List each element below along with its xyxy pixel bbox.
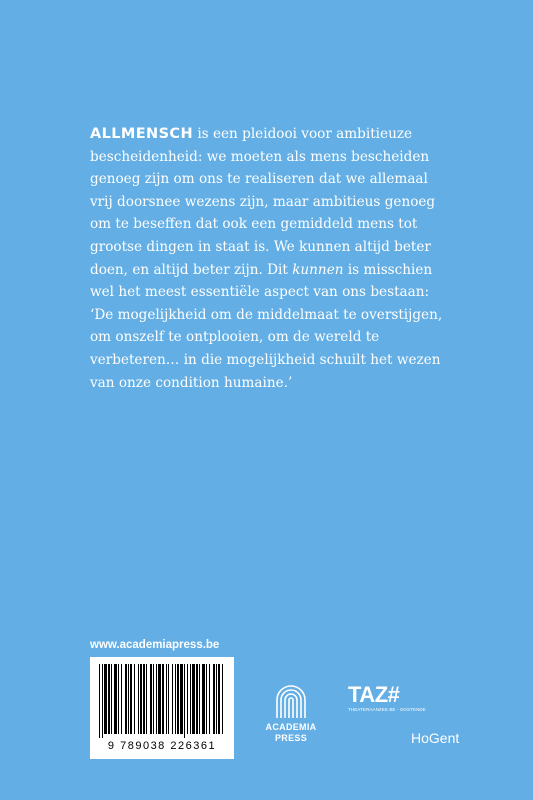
barcode-bar xyxy=(192,664,195,734)
academia-press-logo xyxy=(261,680,321,744)
barcode-bar xyxy=(108,664,110,734)
back-cover-blurb xyxy=(90,123,490,394)
barcode-bar xyxy=(138,664,139,734)
hogent-logo: HoGent xyxy=(411,730,460,746)
barcode-bar xyxy=(216,664,217,734)
barcode-bar xyxy=(158,664,161,734)
barcode-bar xyxy=(172,664,173,734)
barcode-bar xyxy=(166,664,167,734)
blurb-line-7: doen, en altijd beter zijn. Dit kunnen is misschien xyxy=(90,261,433,278)
barcode-bar xyxy=(184,664,185,738)
arch-icon xyxy=(271,680,311,718)
barcode-bar xyxy=(104,664,107,734)
barcode-bar xyxy=(187,664,188,734)
blurb-line-2: bescheidenheid: we moeten als mens bescheiden xyxy=(90,148,430,165)
barcode-bar xyxy=(199,664,200,734)
barcode-bar xyxy=(206,664,207,734)
barcode-bar xyxy=(121,664,122,734)
barcode-bars xyxy=(97,664,227,738)
barcode-bar xyxy=(146,664,147,734)
barcode-bar xyxy=(114,664,117,734)
barcode-bar xyxy=(202,664,205,734)
title-allmensch: ALLMENSCH xyxy=(90,126,193,142)
blurb-line-1: ALLMENSCH is een pleidooi voor ambitieuze xyxy=(90,126,413,142)
barcode-bar xyxy=(118,664,119,734)
barcode-bar xyxy=(218,664,220,734)
blurb-line-6: grootse dingen in staat is. We kunnen altijd beter xyxy=(90,238,431,255)
barcode-bar xyxy=(99,664,100,738)
barcode-bar xyxy=(196,664,198,734)
barcode-bar xyxy=(128,664,129,734)
blurb-line-9: ‘De mogelijkheid om de middelmaat te overstijgen, xyxy=(90,306,443,323)
taz-logo xyxy=(348,682,426,712)
taz-subtitle: THEATERAANZEE.BE · OOSTENDE xyxy=(348,707,426,712)
barcode-bar xyxy=(168,664,169,734)
barcode-bar xyxy=(130,664,132,734)
taz-wordmark: TAZ# xyxy=(348,682,400,707)
barcode-bar xyxy=(180,664,183,734)
barcode-bar xyxy=(143,664,145,734)
barcode-bar xyxy=(153,664,154,734)
barcode-bar xyxy=(209,664,210,734)
barcode-bar xyxy=(175,664,176,734)
blurb-line-3: genoeg zijn om ons te realiseren dat we allemaal xyxy=(90,171,428,188)
academia-label: ACADEMIA xyxy=(265,722,317,732)
blurb-line-5: om te beseffen dat ook een gemiddeld mens tot xyxy=(90,216,418,233)
barcode-bar xyxy=(177,664,179,734)
blurb-line-8: wel het meest essentiële aspect van ons bestaan: xyxy=(90,284,430,301)
barcode-bar xyxy=(190,664,191,734)
blurb-line-12: van onze condition humaine.’ xyxy=(90,374,293,391)
isbn-barcode xyxy=(90,657,234,759)
barcode-bar xyxy=(156,664,157,734)
press-label: PRESS xyxy=(274,733,307,743)
barcode-bar xyxy=(140,664,142,734)
barcode-bar xyxy=(222,664,223,734)
blurb-line-4: vrij doorsnee wezens zijn, maar ambitieus genoeg xyxy=(90,193,436,210)
blurb-line-11: verbeteren… in die mogelijkheid schuilt het wezen xyxy=(90,351,441,368)
barcode-bar xyxy=(134,664,135,734)
isbn-number: 9 789038 226361 xyxy=(107,740,217,752)
blurb-line-10: om onszelf te ontplooien, om de wereld te xyxy=(90,329,380,346)
barcode-bar xyxy=(213,664,215,734)
publisher-website[interactable]: www.academiapress.be xyxy=(90,639,220,651)
barcode-bar xyxy=(150,664,152,734)
barcode-bar xyxy=(111,664,112,734)
barcode-bar xyxy=(125,664,127,734)
barcode-bar xyxy=(102,664,103,738)
italic-kunnen: kunnen xyxy=(292,261,344,278)
barcode-bar xyxy=(162,664,164,734)
